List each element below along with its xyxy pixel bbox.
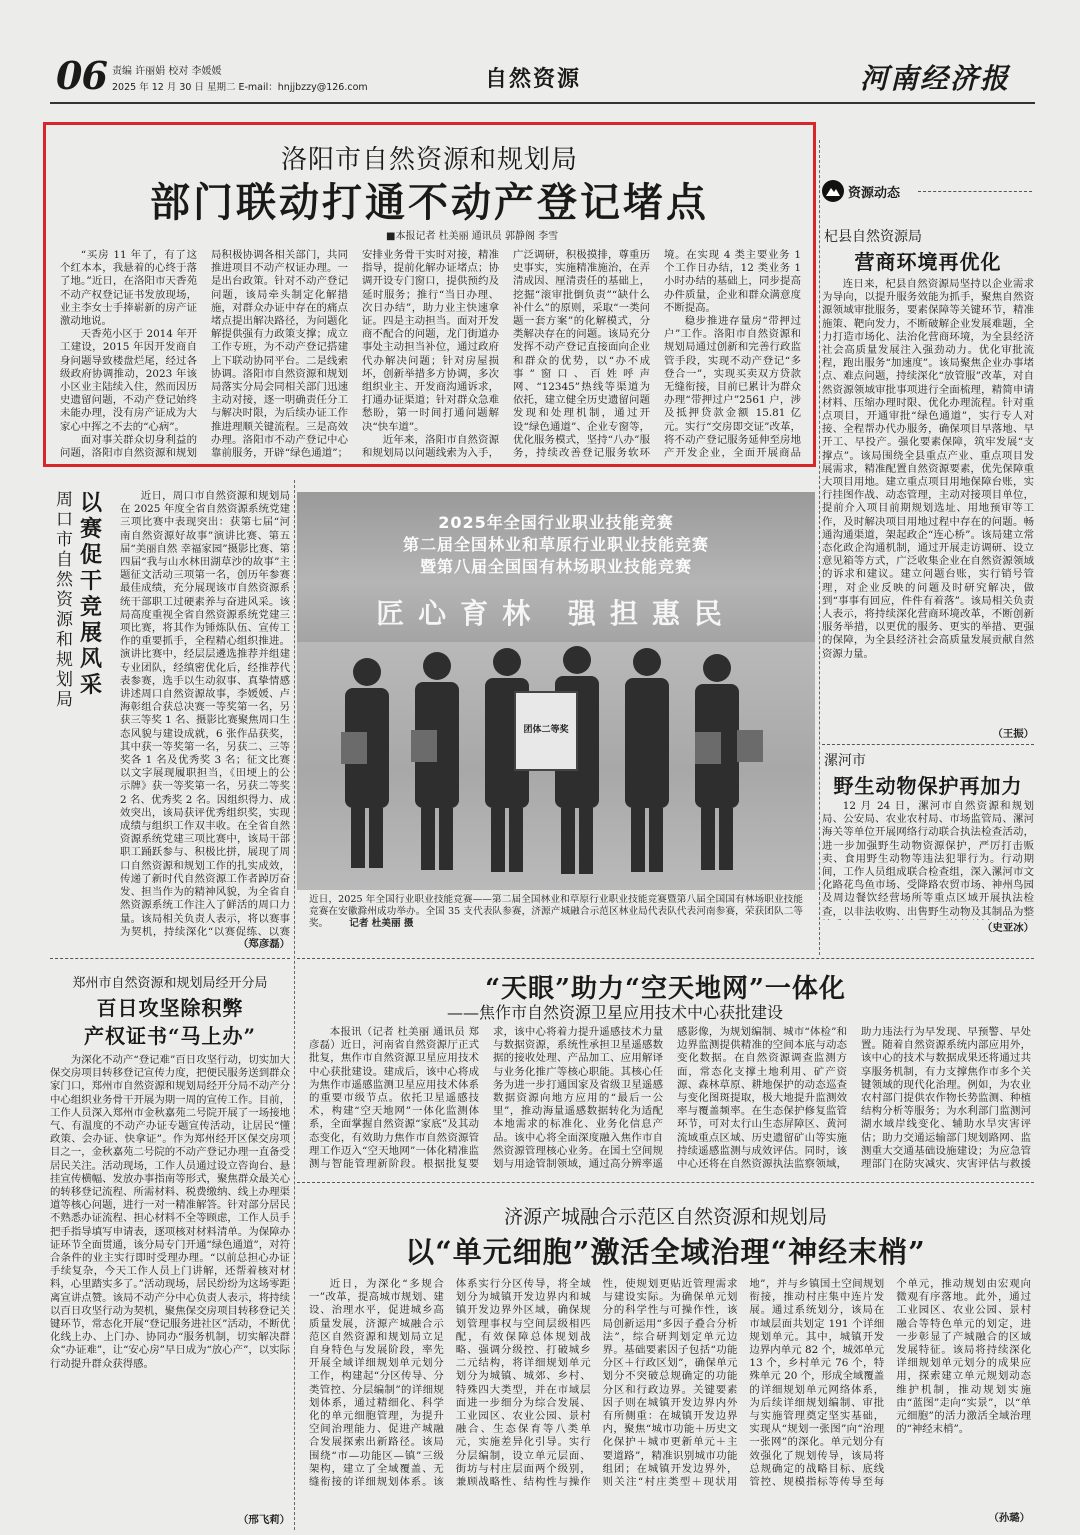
zhoukou-org: 周口市自然资源和规划局 — [56, 490, 73, 710]
zhoukou-article — [50, 480, 290, 955]
jiyuan-text: 近日，为深化“多规合一”改革，提高城市规划、建设、治理水平，促进城乡高质量发展，济源产城融合示范区自然资源和规划局立足自身特色与发展阶段，率先开展全域详细规划单元划分工作，构建起“分区传导、分类管控、分层编制”的详细规划体系，通过精细化、科学化的单元细胞管理，为提升空间治理能力、促进产城融合发展探索出新路径。该局围绕“市—功能区—镇”三级架构，建立了全域覆盖、无缝衔接的详细规划体系。该体系实行分区传导，将全域划分为城镇开发边界内和城镇开发边界外区域，确保规划管理事权与空间层级相匹配，有效保障总体规划战略、强调分级控、打破城乡二元结构，将详细规划单元划分为城镇、城郊、乡村、特殊四大类型，并在市域层面进一步细分为综合发展、工业园区、农业公园、景村融合、生态保育等八类单元，实施差异化引导。实行分层编制，设立单元层面、街坊与村庄层面两个级别，兼顾战略性、结构性与操作性，使规划更贴近管理需求与建设实际。为确保单元划分的科学性与可操作性，该局创新运用“多因子叠合分析法”，综合研判划定单元边界。基础要素因子包括“功能分区＋行政区划”，确保单元划分不突破总规确定的功能分区和行政边界。关键要素因子则在城镇开发边界内外有所侧重：在城镇开发边界内，聚焦“城市功能＋历史文化保护＋城市更新单元＋主要道路”，精准识别城市功能组团；在城镇开发边界外，则关注“村庄类型＋现状用地”，并与乡镇国土空间规划衔接，推动村庄集中连片发展。通过系统划分，该局在市域层面共划定 191 个详细规划单元。其中，城镇开发边界内单元 82 个，城郊单元 13 个，乡村单元 76 个，特殊单元 20 个，形成全域覆盖的详细规划单元网络体系，为后续详细规划编制、审批与实施管理奠定坚实基础，实现从“规划一张图”向“治理一张网”的深化。单元划分有效强化了规划传导，该局将总规确定的战略目标、底线管控、规模指标等传导至每个单元，推动规划由宏观向微观有序落地。此外，通过工业园区、农业公园、景村融合等特色单元的划定，进一步彰显了产城融合的区域发展特征。该局将持续深化详细规划单元划分的成果应用，探索建立单元规划动态维护机制，推动规划实施由“蓝图”走向“实景”，以“单元细胞”的活力激活全域治理的“神经末梢”。 — [309, 1278, 1031, 1489]
sidebar — [822, 122, 1034, 942]
zhoukou-credit: （郑彦磊） — [238, 938, 290, 950]
section-divider — [297, 1182, 1034, 1183]
sidebar-divider — [822, 744, 1034, 745]
photo-block — [297, 492, 815, 929]
banner-slogan: 匠心育林 强担惠民 — [376, 597, 736, 630]
lead-article — [43, 122, 816, 467]
jiyuan-article — [297, 1186, 1034, 1530]
lead-paragraph: 面对事关群众切身利益的问题，洛阳市自然资源和规划局积极协调各相关部门，共同推进项目不动产权证办理。一是出台政策。针对不动产登记问题，该局牵头制定化解措施，对群众办证中存在的痛点堵点提出解决路径，为问题化解提供强有力政策支撑；成立工作专班，为不动产登记搭建上下联动协同平台。二是线索协调。洛阳市自然资源和规划局落实分局会同相关部门迅速主动对接，逐一明确责任分工与解决时限，为后续办证工作推进理顺关键流程。三是高效办理。洛阳市不动产登记中心靠前服务，开辟“绿色通道”；安排业务骨干实时对接，精准指导，提前化解办证堵点；协调开设专门窗口，提供预约及延时服务；推行“当日办理、次日办结”，助力业主快速拿证。四是主动担当。面对开发商不配合的问题，龙门街道办事处主动担当补位，通过政府代办解决问题；针对房屋损坏，创新举措多方协调，多次组织业主、开发商沟通诉求，打通办证渠道；针对群众急难愁盼，第一时间打通问题解决“快车道”。 — [60, 249, 499, 460]
sidebar-item-credit: （史亚冰） — [982, 922, 1034, 934]
jiaozuo-body — [309, 1026, 1031, 1176]
zhengzhou-text: 为深化不动产“登记难”百日攻坚行动，切实加大保交房项目转移登记宣传力度，把便民服务送到群众家门口，郑州市自然资源和规划局经开分局不动产分中心组织业务骨干开展为期一周的宣传工作。目前，工作人员深入郑州市金秋嘉苑二号院开展了一场接地气、有温度的不动产办证专题宣传活动，让居民“懂政策、会办证、快拿证”。作为郑州经开区保交房项目之一，金秋嘉苑二号院的不动产登记办理一直备受居民关注。活动现场，工作人员通过设立咨询台、悬挂宣传横幅、发放办事指南等形式，聚焦群众最关心的转移登记流程、所需材料、税费缴纳、线上办理渠道等核心问题，进行一对一精准解答。针对部分居民不熟悉办证流程、担心材料不全等顾虑，工作人员手把手指导填写申请表，逐项核对材料清单。为保障办证环节全面贯通，该分局专门开通“绿色通道”，对符合条件的业主实行即时受理办理。“以前总担心办证手续复杂，今天工作人员上门讲解，还帮着核对材料，心里踏实多了。”活动现场，居民纷纷为这场零距离宣讲点赞。该局不动产分中心负责人表示，将持续以百日攻坚行动为契机，聚焦保交房项目转移登记关键环节，常态化开展“登记服务进社区”活动，不断优化线上办、上门办、协同办“服务机制，切实解决群众“办证难”，让“安心房”早日成为“放心产”，以实际行动提升群众获得感。 — [50, 1054, 290, 1370]
jiyuan-body — [309, 1278, 1031, 1512]
sidebar-item-credit: （王振） — [992, 728, 1034, 740]
lead-paragraph: 天香苑小区于 2014 年开工建设，2015 年因开发商自身问题导致楼盘烂尾，经过各级政府协调推动，2023 年该小区业主陆续入住，然而因历史遗留问题，不动产登记始终未能办理，没有房产证成为大家心中挥之不去的“心病”。 — [60, 328, 197, 433]
zhengzhou-body — [50, 1054, 290, 1512]
jiaozuo-headline: “天眼”助力“空天地网”一体化 — [485, 974, 846, 1004]
zhoukou-headline: 以赛促干 竞展风采 — [80, 490, 103, 698]
newspaper-name: 河南经济报 — [860, 62, 1011, 95]
date-line: 2025 年 12 月 30 日 星期二 E-mail：hnjjbzzy@126.com — [112, 82, 368, 93]
photo-caption — [309, 894, 803, 930]
zhengzhou-headline: 产权证书“马上办” — [83, 1024, 256, 1048]
people-illustration — [297, 632, 815, 890]
lead-byline: ■本报记者 杜美丽 通讯员 郭静阁 李雪 — [386, 231, 559, 242]
lead-paragraph: 近年来，洛阳市自然资源和规划局以问题线索为入手，广泛调研，积极摸排，尊重历史事实，实施精准施治，在弄清成因、厘清责任的基础上，挖掘“滚审批倒负责”“缺什么补什么”的原则，采取“一类问题一套方案”的化解模式，分类解决存在的问题。该局充分发挥不动产登记直接面向企业和群众的优势，以“办不成事”窗口、百姓呼声网、“12345”热线等渠道为依托，建立健全历史遗留问题发现和处理机制，通过开设“绿色通道”、企业专窗等，优化服务模式，坚持“八办”服务，持续改善登记服务软环境。在实现 4 类主要业务 1 个工作日办结，12 类业务 1 小时办结的基础上，同步提高办件质量，企业和群众满意度不断提高。 — [362, 249, 801, 460]
zhengzhou-kicker: 郑州市自然资源和规划局经开分局 — [72, 976, 268, 991]
award-plaque: 团体二等奖 — [523, 725, 569, 735]
banner-text-line: 2025年全国行业职业技能竞赛 — [438, 513, 674, 532]
jiaozuo-article — [297, 960, 1034, 1180]
masthead — [0, 0, 1080, 112]
jiyuan-headline: 以“单元细胞”激活全域治理“神经末梢” — [405, 1235, 926, 1269]
sidebar-header — [822, 180, 1034, 202]
section-divider — [297, 958, 1034, 959]
editors-line: 责编 许丽娟 校对 李媛媛 — [112, 66, 222, 77]
banner-text-line: 暨第八届全国国有林场职业技能竞赛 — [419, 557, 692, 576]
column-divider — [294, 480, 295, 1530]
sidebar-header-label: 资源动态 — [848, 186, 901, 201]
sidebar-item-kicker: 杞县自然资源局 — [824, 229, 922, 245]
sidebar-item-body — [822, 800, 1034, 920]
jiyuan-kicker: 济源产城融合示范区自然资源和规划局 — [503, 1206, 827, 1228]
caption-credit: 记者 杜美丽 摄 — [349, 918, 414, 929]
sidebar-item-text: 12 月 24 日，漯河市自然资源和规划局、公安局、农业农村局、市场监管局、漯河海关等单位开展网络行动联合执法检查活动，进一步加强野生动物资源保护，严厉打击贩卖、食用野生动物等违法犯罪行为。行动期间，工作人员组成联合检查组，深入漯河市文化路花鸟鱼市场、受降路农贸市场、神州鸟园及周边餐饮经营场所等重点区域开展执法检查，以非法收购、出售野生动物及其制品为整 — [822, 800, 1034, 918]
section-title: 自然资源 — [485, 66, 582, 92]
sidebar-item-headline: 野生动物保护再加力 — [833, 774, 1023, 798]
caption-text: 近日，2025 年全国行业职业技能竞赛——第二届全国林业和草原行业职业技能竞赛暨第八届全国国有林场职业技能竞赛在安徽滁州成功举办。全国 35 支代表队参赛，济源产城融合示范区林业局代表队代表河南参赛，荣获团队二等奖。 — [309, 894, 803, 929]
masthead-rule — [50, 102, 1035, 104]
sidebar-item-text: 连日来，杞县自然资源局坚持以企业需求为导向，以提升服务效能为抓手，聚焦自然资源领域审批服务，要素保障等关键环节，精准施策、靶向发力，不断破解企业发展难题，全力打造市场化、法治化营商环境，为全县经济社会高质量发展注入强劲动力。优化审批流程，跑出服务“加速度”。该局聚焦企业办事堵点、难点问题，持续深化“放管服”改革，对自然资源领域审批事项进行全面梳理，精简申请材料、压缩办理时限、优化办理流程。针对重点项目，开通审批“绿色通道”，实行专人对接、全程帮办代办服务，确保项目早落地、早开工、早投产。强化要素保障，筑牢发展“支撑点”。该局围绕全县重点产业、重点项目发展需求，精准配置自然资源要素，优先保障重大项目用地。建立重点项目用地保障台账，实行挂图作战、动态管理，主动对接项目单位，提前介入项目前期规划选址、用地预审等工作，及时解决项目用地过程中存在的问题。畅通沟通渠道，架起政企“连心桥”。该局建立常态化政企沟通机制，通过开展走访调研、设立意见箱等方式，广泛收集企业在自然资源领域的诉求和建议。建立问题台账，实行销号管理，对企业反映的问题及时研究解决，做到“事事有回应，件件有着落”。该局相关负责人表示，将持续深化营商环境改革，不断创新服务举措，以更优的服务、更实的举措、更强的保障，为全县经济社会高质量发展贡献自然资源力量。 — [822, 278, 1034, 660]
lead-body — [60, 249, 801, 461]
lead-paragraph: 稳步推进存量房“带押过户”工作。洛阳市自然资源和规划局通过创新和完善行政监管手段，实现不动产登记“多登合一”，实现买卖双方贷款无缝衔接，目前已累计为群众办理“带押过户”2561 户，涉及抵押贷款金额 15.81 亿元。实行“交房即交证”改革，将不动产登记服务延伸至房地产开发企业，全面开展商品 — [664, 315, 801, 460]
sidebar-item-kicker: 漯河市 — [824, 753, 866, 769]
banner-text-line: 第二届全国林业和草原行业职业技能竞赛 — [402, 535, 709, 554]
page-number: 06 — [56, 53, 107, 98]
zhengzhou-article — [50, 964, 290, 1530]
column-divider — [819, 140, 820, 955]
banner — [297, 492, 815, 642]
jiyuan-credit: （孙璐） — [988, 1512, 1030, 1524]
lead-paragraph: “买房 11 年了，有了这个红本本，我悬着的心终于落了地。”近日，在洛阳市天香苑不动产权登记证书发放现场，业主李女士手捧崭新的房产证激动地说。 — [60, 249, 197, 328]
jiaozuo-subheadline: ——焦作市自然资源卫星应用技术中心获批建设 — [447, 1003, 784, 1022]
zhoukou-body — [120, 490, 290, 938]
zhengzhou-headline: 百日攻坚除积弊 — [96, 996, 244, 1020]
sidebar-item-headline: 营商环境再优化 — [854, 250, 1002, 274]
zhoukou-text: 近日，周口市自然资源和规划局在 2025 年度全省自然资源系统党建三项比赛中表现突出：获第七届“河南自然资源好故事”演讲比赛、第五届“美丽自然 幸福家园”摄影比赛、第四届“我与山水林田湖草沙的故事”主题征文活动三项第一名，创历年参赛最佳成绩，充分展现该市自然资源系统干部职工过硬素养与奋进风采。该局高度重视全省自然资源系统党建三项比赛，将其作为锤炼队伍、宣传工作的重要抓手，全程精心组织推进。演讲比赛中，经层层遴选推荐并组建专业团队，经缜密优化后，经推荐代表参赛，选手以生动叙事、真挚情感讲述周口自然资源故事，李媛媛、卢海彰组合获总决赛一等奖第一名，另获三等奖 1 名、摄影比赛聚焦周口生态风貌与建设成就，6 张作品获奖，其中获一等奖第一名，另获二、三等奖各 1 名及优秀奖 3 名；征文比赛以文字展现履职担当，《田埂上的公示牌》获一等奖第一名，另获二等奖 2 名、优秀奖 2 名。因组织得力、成效突出，该局获评优秀组织奖，实现成绩与组织工作双丰收。在全省自然资源系统党建三项比赛中，该局干部职工踊跃参与、积极比拼，展现了周口自然资源和规划工作的扎实成效，传递了新时代自然资源工作者踔厉奋发、担当作为的精神风貌，为全省自然资源系统工作注入了鲜活的周口力量。该局相关负责人表示，将以赛事为契机，持续深化“以赛促练、以赛 — [120, 490, 290, 938]
lead-headline: 部门联动打通不动产登记堵点 — [150, 179, 709, 226]
lead-kicker: 洛阳市自然资源和规划局 — [280, 145, 578, 175]
zhengzhou-credit: （邢飞莉） — [238, 1514, 290, 1526]
sidebar-item-body — [822, 278, 1034, 728]
award-photo — [297, 492, 815, 890]
jiaozuo-text: 本报讯（记者 杜美丽 通讯员 郑彦磊）近日，河南省自然资源厅正式批复，焦作市自然资源卫星应用技术中心获批建设。建成后，该中心将成为焦作市遥感监测卫星应用技术体系的重要市级节点。依托卫星遥感技术，构建“空天地网”一体化监测体系，全面掌握自然资源“家底”及其动态变化，有效助力焦作市自然资源管理工作迈入“空天地网”一体化精准监测与智能管理新阶段。根据批复要求，该中心将着力提升遥感技术力量与数据资源，系统性承担卫星遥感数据的接收处理、产品加工、应用解译与业务化推广等核心职能。其核心任务为进一步打通国家及省级卫星遥感数据资源向地方应用的“最后一公里”，推动海量遥感数据转化为适配本地需求的标准化、业务化信息产品。该中心将全面深度融入焦作市自然资源管理核心业务。在国土空间规划与用途管制领域，通过高分辨率遥感影像，为规划编制、城市“体检”和边界监测提供精准的空间本底与动态变化数据。在自然资源调查监测方面，常态化支撑土地利用、矿产资源、森林草原、耕地保护的动态巡查与变化图斑提取，极大地提升监测效率与覆盖频率。在生态保护修复监管环节，可对太行山生态屏障区、黄河流域重点区域、历史遗留矿山等实施持续遥感监测与成效评估。同时，该中心还将在自然资源执法监察领域，助力违法行为早发现、早预警、早处置。随着自然资源系统内部应用外，该中心的技术与数据成果还将通过共享服务机制，有力支撑焦作市多个关键领域的现代化治理。例如，为农业农村部门提供农作物长势监测、种植结构分析等服务；为水利部门监测河湖水域岸线变化、辅助水旱灾害评估；助力交通运输部门规划路网、监测重大交通基础设施建设；为应急管理部门在防灾减灾、灾害评估与救援 — [309, 1026, 1031, 1171]
sidebar-header-line — [918, 191, 1032, 192]
mountain-icon — [822, 180, 844, 202]
section-divider — [50, 958, 290, 959]
